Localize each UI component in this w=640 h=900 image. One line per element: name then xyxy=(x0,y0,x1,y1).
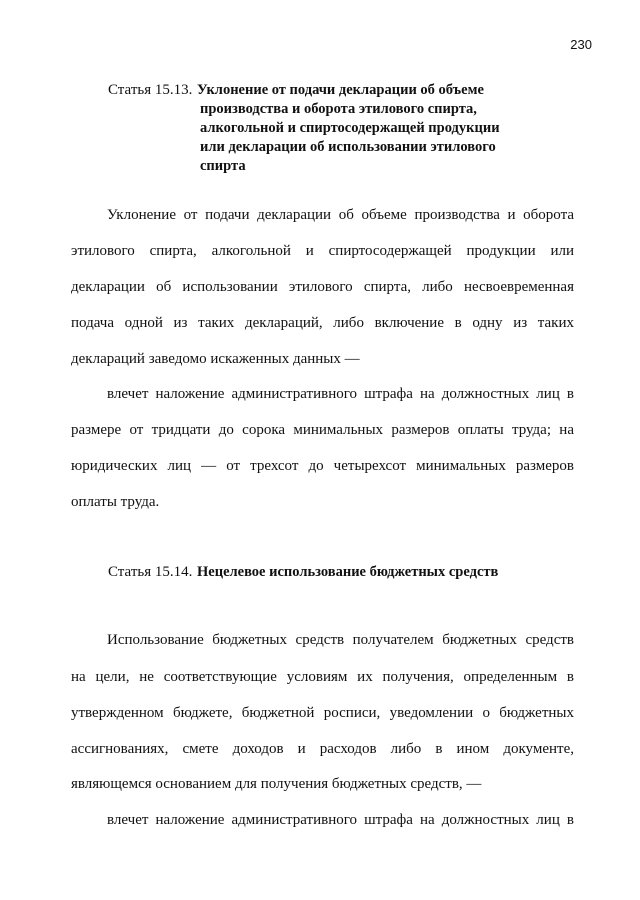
paragraph-line: оплаты труда. xyxy=(71,494,160,510)
paragraph-line: на цели, не соответствующие условиям их получения, определенным в xyxy=(71,669,574,685)
article-number: Статья 15.14. xyxy=(108,564,193,580)
page-number: 230 xyxy=(570,37,592,52)
paragraph-line: влечет наложение административного штрафа на должностных лиц в xyxy=(107,386,574,402)
paragraph-line: Использование бюджетных средств получателем бюджетных средств xyxy=(107,632,574,648)
article-title-line: Нецелевое использование бюджетных средств xyxy=(197,564,499,580)
article-title xyxy=(197,563,537,582)
article-title xyxy=(197,81,537,176)
article-title-line: алкогольной и спиртосодержащей продукции xyxy=(200,120,500,136)
paragraph-line: влечет наложение административного штрафа на должностных лиц в xyxy=(107,812,574,828)
paragraph-line: размере от тридцати до сорока минимальных размеров оплаты труда; на xyxy=(71,422,574,438)
paragraph-line: этилового спирта, алкогольной и спиртосодержащей продукции или xyxy=(71,243,574,259)
paragraph-line: ассигнованиях, смете доходов и расходов либо в ином документе, xyxy=(71,741,574,757)
article-title-line: производства и оборота этилового спирта, xyxy=(200,101,477,117)
article-title-line: Уклонение от подачи декларации об объеме xyxy=(197,82,484,98)
article-title-line: или декларации об использовании этилового xyxy=(200,139,496,155)
paragraph-line: являющемся основанием для получения бюджетных средств, — xyxy=(71,776,482,792)
paragraph-line: утвержденном бюджете, бюджетной росписи, уведомлении о бюджетных xyxy=(71,705,574,721)
paragraph-line: декларации об использовании этилового спирта, либо несвоевременная xyxy=(71,279,574,295)
paragraph-line: подача одной из таких деклараций, либо включение в одну из таких xyxy=(71,315,574,331)
paragraph-line: деклараций заведомо искаженных данных — xyxy=(71,351,360,367)
article-title-line: спирта xyxy=(200,158,246,174)
paragraph-line: юридических лиц — от трехсот до четырехсот минимальных размеров xyxy=(71,458,574,474)
article-number: Статья 15.13. xyxy=(108,82,193,98)
paragraph-line: Уклонение от подачи декларации об объеме производства и оборота xyxy=(107,207,574,223)
